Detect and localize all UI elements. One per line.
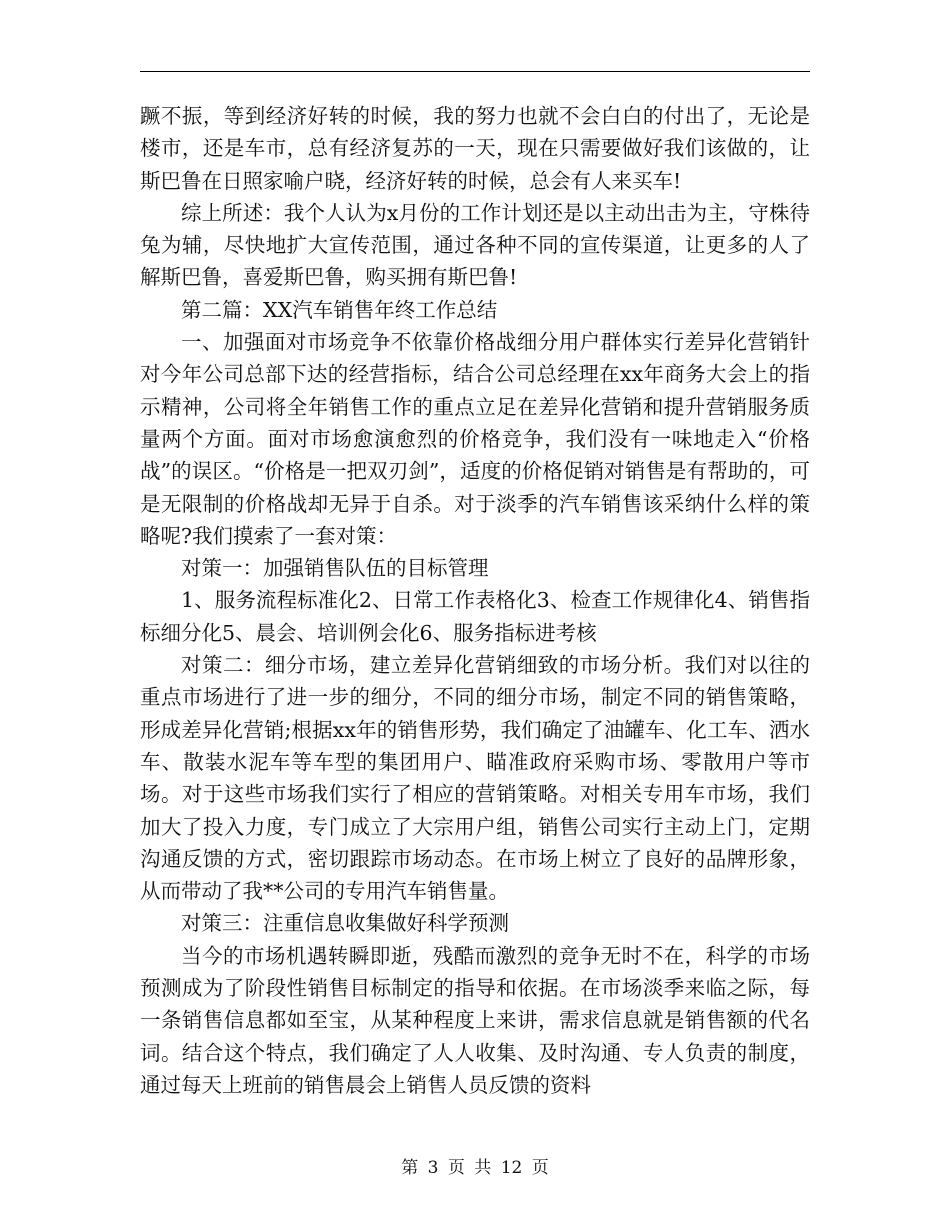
paragraph: 综上所述：我个人认为x月份的工作计划还是以主动出击为主，守株待兔为辅，尽快地扩大宣传范围，通过各种不同的宣传渠道，让更多的人了解斯巴鲁，喜爱斯巴鲁，购买拥有斯巴鲁! [140, 200, 810, 290]
header-rule [140, 71, 810, 72]
paragraph: 蹶不振，等到经济好转的时候，我的努力也就不会白白的付出了，无论是楼市，还是车市，总有经济复苏的一天，现在只需要做好我们该做的，让斯巴鲁在日照家喻户晓，经济好转的时候，总会有人来买车! [140, 104, 810, 193]
page-footer: 第 3 页 共 12 页 [401, 1158, 549, 1178]
paragraph: 第二篇：XX汽车销售年终工作总结 [181, 297, 498, 322]
paragraph: 一、加强面对市场竞争不依靠价格战细分用户群体实行差异化营销针对今年公司总部下达的经营指标，结合公司总经理在xx年商务大会上的指示精神，公司将全年销售工作的重点立足在差异化营销和提升营销服务质量两个方面。面对市场愈演愈烈的价格竞争，我们没有一味地走入“价格战”的误区。“价格是一把双刃剑”，适度的价格促销对销售是有帮助的，可是无限制的价格战却无异于自杀。对于淡季的汽车销售该采纳什么样的策略呢?我们摸索了一套对策： [140, 330, 810, 548]
paragraph: 对策一：加强销售队伍的目标管理 [181, 556, 489, 581]
document-body [140, 100, 810, 1101]
paragraph: 对策二：细分市场，建立差异化营销细致的市场分析。我们对以往的重点市场进行了进一步的细分，不同的细分市场，制定不同的销售策略，形成差异化营销;根据xx年的销售形势，我们确定了油罐车、化工车、洒水车、散装水泥车等车型的集团用户、瞄准政府采购市场、零散用户等市场。对于这些市场我们实行了相应的营销策略。对相关专用车市场，我们加大了投入力度，专门成立了大宗用户组，销售公司实行主动上门，定期沟通反馈的方式，密切跟踪市场动态。在市场上树立了良好的品牌形象，从而带动了我**公司的专用汽车销售量。 [140, 653, 810, 904]
paragraph: 1、服务流程标准化2、日常工作表格化3、检查工作规律化4、销售指标细分化5、晨会、培训例会化6、服务指标进考核 [140, 588, 810, 645]
paragraph: 当今的市场机遇转瞬即逝，残酷而激烈的竞争无时不在，科学的市场预测成为了阶段性销售目标制定的指导和依据。在市场淡季来临之际，每一条销售信息都如至宝，从某种程度上来讲，需求信息就是销售额的代名词。结合这个特点，我们确定了人人收集、及时沟通、专人负责的制度，通过每天上班前的销售晨会上销售人员反馈的资料 [140, 943, 810, 1097]
paragraph: 对策三：注重信息收集做好科学预测 [181, 911, 509, 936]
